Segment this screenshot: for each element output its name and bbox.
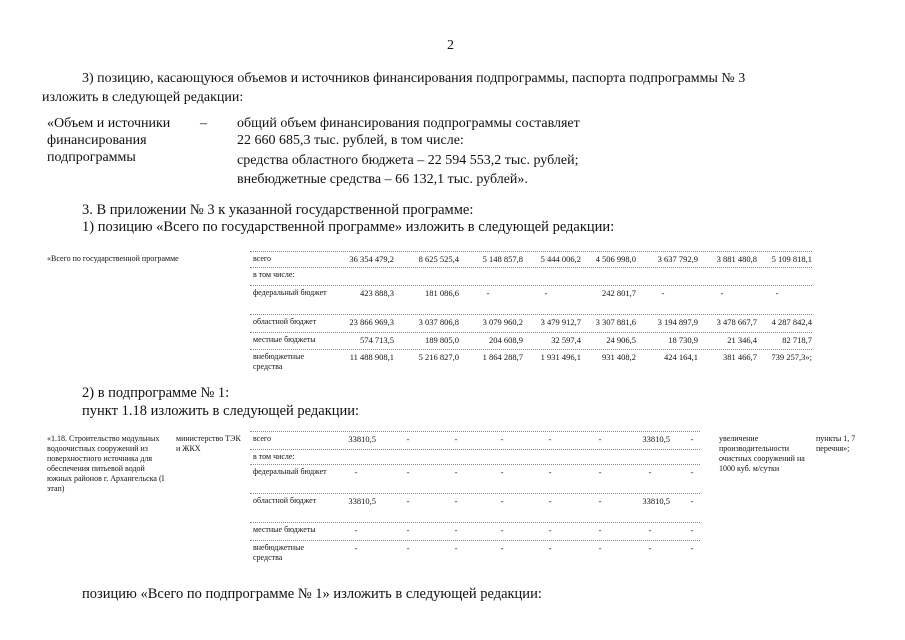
table2-cell: - bbox=[598, 434, 602, 444]
table1-cell: - bbox=[775, 288, 779, 298]
point3-heading: 3. В приложении № 3 к указанной государственной программе: bbox=[82, 202, 474, 218]
table1-cell: 424 164,1 bbox=[664, 352, 698, 362]
table1-cell: 1 864 288,7 bbox=[482, 352, 523, 362]
table1-cell: 381 466,7 bbox=[723, 352, 757, 362]
table2-cell: - bbox=[598, 525, 602, 535]
table1-cell: 204 608,9 bbox=[489, 335, 523, 345]
table1-row-divider bbox=[250, 285, 812, 286]
table1-cell: 18 730,9 bbox=[668, 335, 698, 345]
table2-cell: - bbox=[598, 496, 602, 506]
table1-cell: 8 625 525,4 bbox=[418, 254, 459, 264]
table2-cell: - bbox=[406, 496, 410, 506]
table1-cell: 11 488 908,1 bbox=[349, 352, 394, 362]
table2-row-divider bbox=[250, 493, 700, 494]
table2-cell: - bbox=[598, 543, 602, 553]
table1-cell: 5 148 857,8 bbox=[482, 254, 523, 264]
table1-row-label: внебюджетные средства bbox=[253, 352, 304, 371]
table2-cell: - bbox=[548, 496, 552, 506]
table2-result: увеличение производительности очистных сооружений на 1000 куб. м/сутки bbox=[719, 434, 805, 473]
passport-left-2: финансирования bbox=[47, 133, 147, 148]
table1-row-divider bbox=[250, 332, 812, 333]
item3-line1: 3) позицию, касающуюся объемов и источников финансирования подпрограммы, паспорта подпрограммы № 3 bbox=[82, 71, 746, 86]
table2-row-divider bbox=[250, 449, 700, 450]
table1-row-divider bbox=[250, 314, 812, 315]
table2-cell: - bbox=[690, 434, 694, 444]
page-number: 2 bbox=[447, 38, 454, 53]
table2-cell: - bbox=[548, 543, 552, 553]
table2-title: «1.18. Строительство модульных водоочистных сооружений из поверхностного источника для обеспечения питьевой водой южных районов г. Архангельска (I этап) bbox=[47, 434, 165, 493]
table1-cell: 82 718,7 bbox=[782, 335, 812, 345]
table2-cell: - bbox=[690, 467, 694, 477]
passport-dash: – bbox=[200, 116, 207, 131]
table1-cell: - bbox=[486, 288, 490, 298]
table1-cell: - bbox=[544, 288, 548, 298]
table2-cell: - bbox=[454, 543, 458, 553]
passport-right-4: внебюджетные средства – 66 132,1 тыс. рублей». bbox=[237, 172, 528, 187]
table2-cell: - bbox=[354, 525, 358, 535]
table1-cell: 5 109 818,1 bbox=[771, 254, 812, 264]
table1-cell: 181 086,6 bbox=[425, 288, 459, 298]
table2-cell: 33810,5 bbox=[348, 496, 376, 506]
table1-cell: 5 216 827,0 bbox=[418, 352, 459, 362]
table1-cell: - bbox=[661, 288, 665, 298]
table2-row-divider bbox=[250, 540, 700, 541]
point2-item: пункт 1.18 изложить в следующей редакции: bbox=[82, 403, 360, 419]
table1-row-label: всего bbox=[253, 254, 272, 263]
table2-cell: - bbox=[406, 543, 410, 553]
table1-cell: 3 881 480,8 bbox=[716, 254, 757, 264]
table1-row-divider bbox=[250, 267, 812, 268]
table2-cell: - bbox=[454, 434, 458, 444]
table2-cell: 33810,5 bbox=[642, 496, 670, 506]
table1-cell: 931 408,2 bbox=[602, 352, 636, 362]
table1-cell: 3 307 881,6 bbox=[595, 317, 636, 327]
table2-cell: - bbox=[454, 496, 458, 506]
table1-cell: 3 637 792,9 bbox=[657, 254, 698, 264]
table2-cell: - bbox=[500, 543, 504, 553]
table2-cell: - bbox=[690, 496, 694, 506]
table2-cell: 33810,5 bbox=[642, 434, 670, 444]
table1-row-label: федеральный бюджет bbox=[253, 288, 327, 297]
table2-cell: - bbox=[690, 543, 694, 553]
table2-row-label: всего bbox=[253, 434, 272, 443]
table1-row-divider bbox=[250, 349, 812, 350]
table1-cell: 3 479 912,7 bbox=[540, 317, 581, 327]
table1-cell: 24 906,5 bbox=[606, 335, 636, 345]
table1-title: «Всего по государственной программе bbox=[47, 254, 179, 263]
table2-cell: - bbox=[548, 434, 552, 444]
table1-cell: 23 866 969,3 bbox=[349, 317, 394, 327]
table1-cell: 3 037 806,8 bbox=[418, 317, 459, 327]
item3-line2: изложить в следующей редакции: bbox=[42, 90, 244, 105]
table2-row-label: в том числе: bbox=[253, 452, 295, 461]
table2-cell: - bbox=[690, 525, 694, 535]
table1-cell: 32 597,4 bbox=[551, 335, 581, 345]
passport-right-2: 22 660 685,3 тыс. рублей, в том числе: bbox=[237, 133, 464, 148]
point2-subprogram: 2) в подпрограмме № 1: bbox=[82, 385, 230, 401]
point3-item1: 1) позицию «Всего по государственной программе» изложить в следующей редакции: bbox=[82, 219, 615, 235]
table1-row-label: областной бюджет bbox=[253, 317, 317, 326]
table1-cell: 423 888,3 bbox=[360, 288, 394, 298]
table2-cell: - bbox=[648, 467, 652, 477]
passport-left-1: «Объем и источники bbox=[47, 116, 171, 131]
table2-row-label: областной бюджет bbox=[253, 496, 317, 505]
passport-left-3: подпрограммы bbox=[47, 150, 136, 165]
table2-cell: - bbox=[406, 525, 410, 535]
table2-cell: - bbox=[454, 525, 458, 535]
table2-cell: - bbox=[454, 467, 458, 477]
table2-cell: - bbox=[354, 467, 358, 477]
table2-cell: - bbox=[406, 434, 410, 444]
table1-cell: 739 257,3»; bbox=[771, 352, 812, 362]
table1-cell: 21 346,4 bbox=[727, 335, 757, 345]
table2-row-label: федеральный бюджет bbox=[253, 467, 327, 476]
table1-cell: 1 931 496,1 bbox=[540, 352, 581, 362]
table2-row-divider bbox=[250, 431, 700, 432]
table1-row-label: в том числе: bbox=[253, 270, 295, 279]
table1-cell: 36 354 479,2 bbox=[349, 254, 394, 264]
table2-link: пункты 1, 7 перечня»; bbox=[816, 434, 856, 453]
table2-cell: - bbox=[354, 543, 358, 553]
table1-cell: 189 805,0 bbox=[425, 335, 459, 345]
passport-right-3: средства областного бюджета – 22 594 553,2 тыс. рублей; bbox=[237, 153, 579, 168]
table2-cell: - bbox=[500, 496, 504, 506]
table1-cell: - bbox=[720, 288, 724, 298]
table2-row-divider bbox=[250, 464, 700, 465]
final-line: позицию «Всего по подпрограмме № 1» изложить в следующей редакции: bbox=[82, 586, 542, 602]
table2-cell: - bbox=[500, 434, 504, 444]
table1-cell: 3 079 960,2 bbox=[482, 317, 523, 327]
table1-cell: 4 287 842,4 bbox=[771, 317, 812, 327]
table2-row-label: местные бюджеты bbox=[253, 525, 316, 534]
table2-executor: министерство ТЭК и ЖКХ bbox=[176, 434, 241, 453]
table1-cell: 4 506 998,0 bbox=[595, 254, 636, 264]
table2-cell: - bbox=[648, 543, 652, 553]
table2-cell: - bbox=[406, 467, 410, 477]
table2-cell: - bbox=[500, 525, 504, 535]
table2-cell: - bbox=[548, 467, 552, 477]
table2-cell: 33810,5 bbox=[348, 434, 376, 444]
table1-row-label: местные бюджеты bbox=[253, 335, 316, 344]
table2-cell: - bbox=[548, 525, 552, 535]
table1-cell: 574 713,5 bbox=[360, 335, 394, 345]
table1-cell: 5 444 006,2 bbox=[540, 254, 581, 264]
table1-cell: 3 194 897,9 bbox=[657, 317, 698, 327]
passport-right-1: общий объем финансирования подпрограммы составляет bbox=[237, 116, 580, 131]
table2-cell: - bbox=[648, 525, 652, 535]
table1-cell: 242 801,7 bbox=[602, 288, 636, 298]
table2-cell: - bbox=[598, 467, 602, 477]
table1-row-divider bbox=[250, 251, 812, 252]
table2-row-label: внебюджетные средства bbox=[253, 543, 304, 562]
table2-cell: - bbox=[500, 467, 504, 477]
table2-row-divider bbox=[250, 522, 700, 523]
table1-cell: 3 478 667,7 bbox=[716, 317, 757, 327]
